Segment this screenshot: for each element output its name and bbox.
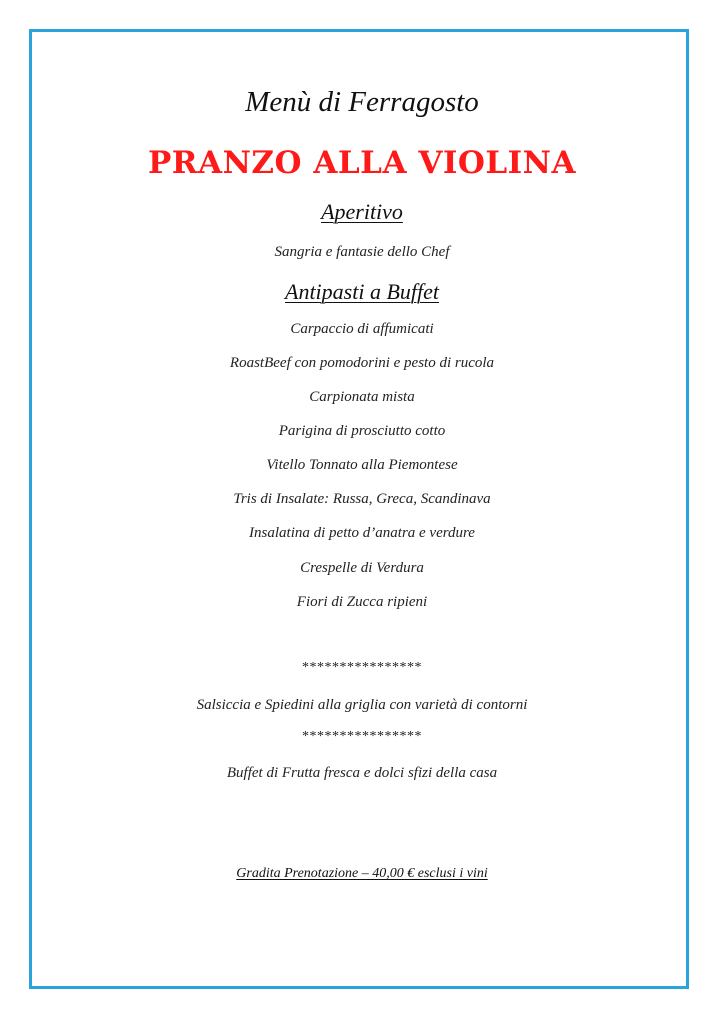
menu-item: Fiori di Zucca ripieni	[296, 594, 428, 610]
reservation-note: Gradita Prenotazione – 40,00 € esclusi i vini	[236, 866, 488, 881]
menu-headline: PRANZO ALLA VIOLINA	[147, 145, 577, 181]
section-heading-aperitivo: Aperitivo	[321, 199, 403, 224]
separator: ****************	[302, 660, 422, 675]
dessert-item: Buffet di Frutta fresca e dolci sfizi della casa	[226, 765, 498, 781]
menu-item: Vitello Tonnato alla Piemontese	[266, 457, 458, 473]
menu-item: Parigina di prosciutto cotto	[278, 423, 446, 439]
section-heading-antipasti: Antipasti a Buffet	[285, 279, 439, 304]
menu-item: Insalatina di petto d’anatra e verdure	[249, 525, 475, 541]
menu-title: Menù di Ferragosto	[245, 86, 479, 118]
main-course-item: Salsiccia e Spiedini alla griglia con varietà di contorni	[196, 697, 528, 713]
menu-item: Crespelle di Verdura	[300, 560, 424, 576]
menu-item: Tris di Insalate: Russa, Greca, Scandinava	[233, 491, 491, 507]
menu-item: Carpionata mista	[309, 389, 415, 405]
menu-item: Carpaccio di affumicati	[290, 321, 434, 337]
menu-item: Sangria e fantasie dello Chef	[274, 244, 450, 260]
menu-item: RoastBeef con pomodorini e pesto di rucola	[229, 355, 495, 371]
separator: ****************	[302, 729, 422, 744]
